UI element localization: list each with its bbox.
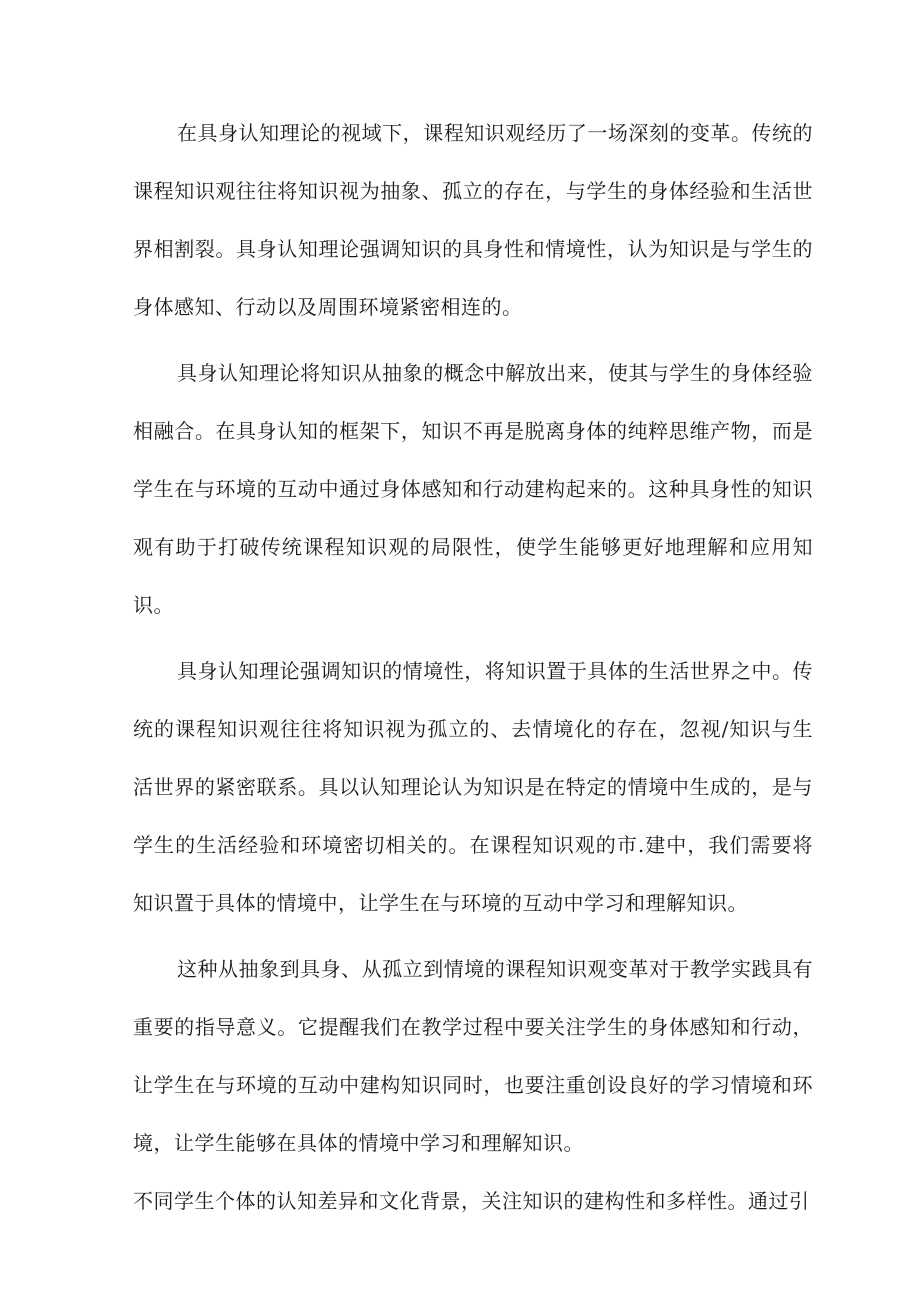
paragraph-4: 这种从抽象到具身、从孤立到情境的课程知识观变革对于教学实践具有重要的指导意义。它提醒我们在教学过程中要关注学生的身体感知和行动，让学生在与环境的互动中建构知识同时，也要注重创设良好的学习情境和环境，让学生能够在具体的情境中学习和理解知识。 — [133, 957, 813, 1155]
paragraph-2: 具身认知理论将知识从抽象的概念中解放出来，使其与学生的身体经验相融合。在具身认知的框架下，知识不再是脱离身体的纯粹思维产物，而是学生在与环境的互动中通过身体感知和行动建构起来的。这种具身性的知识观有助于打破传统课程知识观的局限性，使学生能够更好地理解和应用知识。 — [133, 361, 813, 617]
paragraph-3: 具身认知理论强调知识的情境性，将知识置于具体的生活世界之中。传统的课程知识观往往将知识视为孤立的、去情境化的存在，忽视/知识与生活世界的紧密联系。具以认知理论认为知识是在特定的情境中生成的，是与学生的生活经验和环境密切相关的。在课程知识观的市.建中，我们需要将知识置于具体的情境中，让学生在与环境的互动中学习和理解知识。 — [133, 659, 813, 915]
paragraph-1: 在具身认知理论的视域下，课程知识观经历了一场深刻的变革。传统的课程知识观往往将知识视为抽象、孤立的存在，与学生的身体经验和生活世界相割裂。具身认知理论强调知识的具身性和情境性，认为知识是与学生的身体感知、行动以及周围环境紧密相连的。 — [133, 121, 813, 319]
paragraph-5: 不同学生个体的认知差异和文化背景，关注知识的建构性和多样性。通过引 — [133, 1189, 810, 1213]
document-body — [133, 104, 813, 1230]
